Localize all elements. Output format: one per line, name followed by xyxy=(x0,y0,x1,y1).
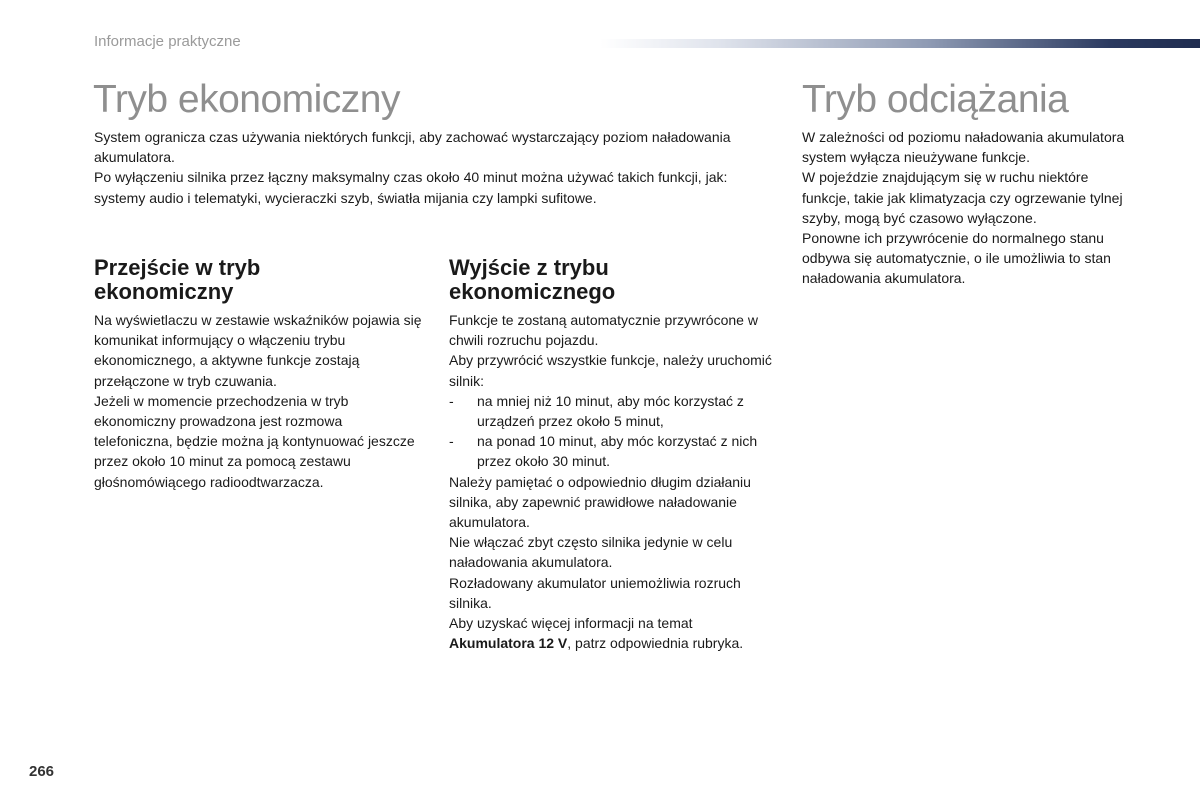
exiting-economy-text xyxy=(449,310,779,653)
load-shedding-paragraph: W zależności od poziomu naładowania akumulatora system wyłącza nieużywane funkcje. xyxy=(802,129,1125,166)
exiting-economy-title: Wyjście z trybu ekonomicznego xyxy=(449,255,616,304)
entering-economy-title: Przejście w tryb ekonomiczny xyxy=(94,255,261,304)
load-shedding-paragraph: Ponowne ich przywrócenie do normalnego stanu odbywa się automatycznie, o ile umożliwia to stan naładowania akumulatora. xyxy=(802,230,1111,287)
dash-bullet: - xyxy=(449,433,454,450)
exiting-paragraph: Aby przywrócić wszystkie funkcje, należy uruchomić silnik: xyxy=(449,352,772,389)
section-label: Informacje praktyczne xyxy=(94,33,241,50)
entering-paragraph: Jeżeli w momencie przechodzenia w tryb ekonomiczny prowadzona jest rozmowa telefoniczna, będzie można ją kontynuować jeszcze przez około 10 minut za pomocą zestawu głośnomówiącego radioodtwarzacza. xyxy=(94,392,415,490)
exiting-paragraph: Należy pamiętać o odpowiednio długim działaniu silnika, aby zapewnić prawidłowe naładowanie akumulatora. xyxy=(449,473,751,531)
economy-mode-title: Tryb ekonomiczny xyxy=(93,78,400,121)
exiting-paragraph: Funkcje te zostaną automatycznie przywrócone w chwili rozruchu pojazdu. xyxy=(449,312,758,349)
battery-reference-link: Akumulatora 12 V xyxy=(449,635,568,652)
dash-list-item xyxy=(449,391,779,431)
exiting-paragraph: Nie włączać zbyt często silnika jedynie w celu naładowania akumulatora. xyxy=(449,534,733,571)
load-shedding-paragraph: W pojeździe znajdującym się w ruchu niektóre funkcje, takie jak klimatyzacja czy ogrzewanie tylnej szyby, mogą być czasowo wyłączone. xyxy=(802,169,1123,226)
page-number: 266 xyxy=(29,763,55,780)
reference-text-start: Aby uzyskać więcej informacji na temat xyxy=(449,615,693,632)
economy-mode-intro xyxy=(94,127,774,208)
dash-bullet: - xyxy=(449,392,454,409)
dash-item-text: na ponad 10 minut, aby móc korzystać z nich przez około 30 minut. xyxy=(477,433,758,470)
economy-intro-paragraph: Po wyłączeniu silnika przez łączny maksymalny czas około 40 minut można używać takich funkcji, jak: systemy audio i telematyki, wycieraczki szyb, światła mijania czy lampki sufitowe. xyxy=(94,169,728,206)
entering-economy-text xyxy=(94,310,424,492)
entering-paragraph: Na wyświetlaczu w zestawie wskaźników pojawia się komunikat informujący o włączeniu trybu ekonomicznego, a aktywne funkcje zostają przełączone w tryb czuwania. xyxy=(94,312,422,389)
economy-intro-paragraph: System ogranicza czas używania niektórych funkcji, aby zachować wystarczający poziom naładowania akumulatora. xyxy=(94,129,731,166)
load-shedding-text xyxy=(802,127,1127,289)
reference-text-end: , patrz odpowiednia rubryka. xyxy=(567,635,744,652)
exiting-paragraph-reference xyxy=(449,613,779,653)
header-gradient-bar xyxy=(600,39,1200,48)
dash-item-text: na mniej niż 10 minut, aby móc korzystać z urządzeń przez około 5 minut, xyxy=(477,392,744,430)
load-shedding-title: Tryb odciążania xyxy=(802,78,1069,121)
exiting-paragraph: Rozładowany akumulator uniemożliwia rozruch silnika. xyxy=(449,574,741,611)
dash-list-item xyxy=(449,431,779,471)
